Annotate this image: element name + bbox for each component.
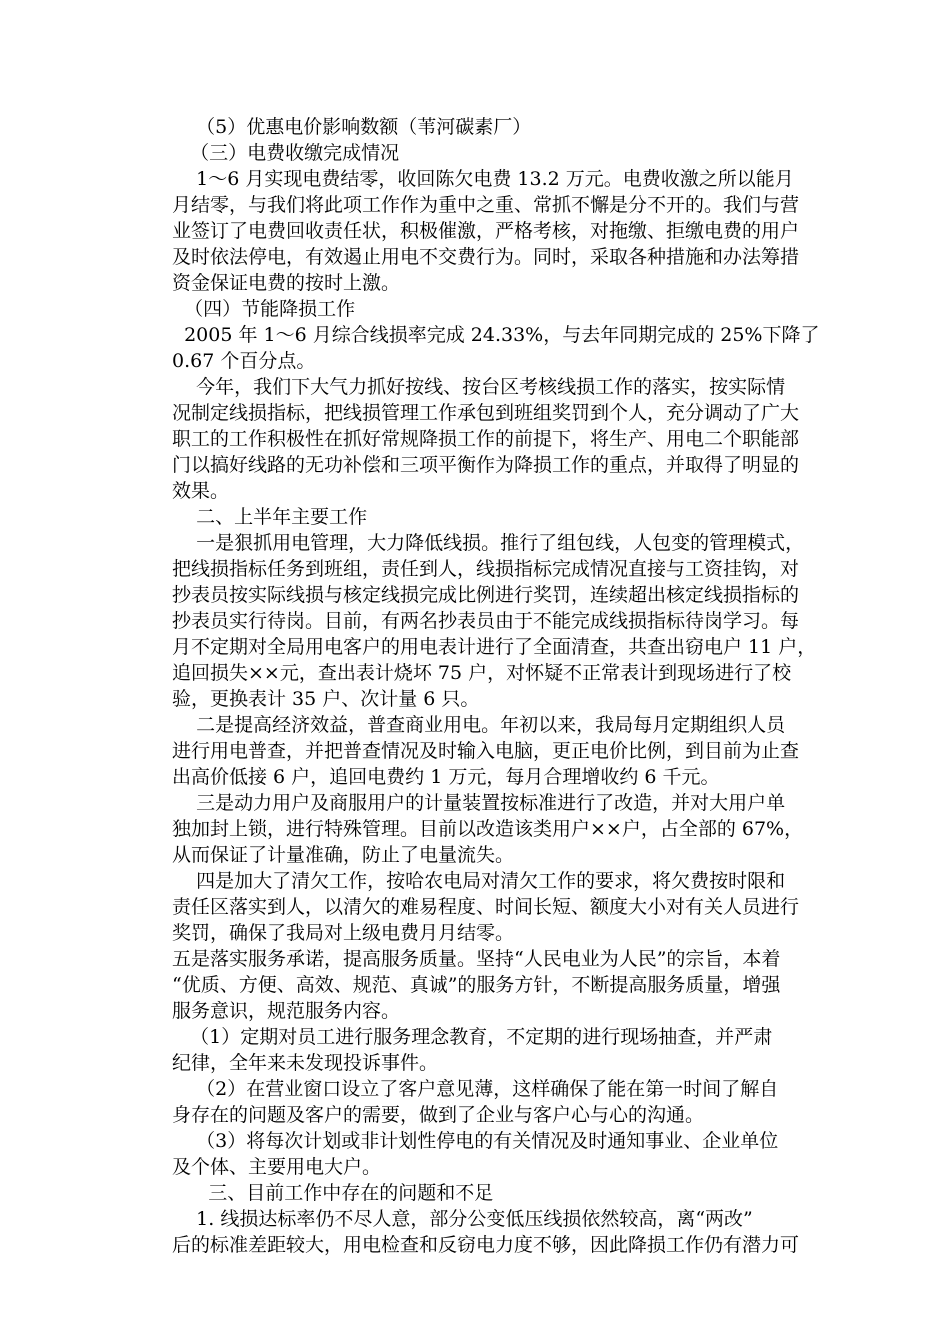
paragraph-line: 及时依法停电，有效遏止用电不交费行为。同时，采取各种措施和办法筹措 [172,246,800,268]
paragraph-line: 四是加大了清欠工作，按哈农电局对清欠工作的要求，将欠费按时限和 [172,870,786,892]
paragraph-line: 1～6 月实现电费结零，收回陈欠电费 13.2 万元。电费收激之所以能月 [172,168,794,190]
section-heading-problems: 三、目前工作中存在的问题和不足 [172,1182,494,1204]
paragraph-line: 二是提高经济效益，普查商业用电。年初以来，我局每月定期组织人员 [172,714,786,736]
paragraph-line: 门以搞好线路的无功补偿和三项平衡作为降损工作的重点，并取得了明显的 [172,454,800,476]
paragraph-line: 追回损失××元，查出表计烧坏 75 户，对怀疑不正常表计到现场进行了校 [172,662,792,684]
paragraph-line: 效果。 [172,480,230,502]
paragraph-line: 月结零，与我们将此项工作作为重中之重、常抓不懈是分不开的。我们与营 [172,194,800,216]
paragraph-line: 把线损指标任务到班组，责任到人，线损指标完成情况直接与工资挂钩，对 [172,558,800,580]
paragraph-line: 验，更换表计 35 户、次计量 6 只。 [172,688,480,710]
paragraph-line: 五是落实服务承诺，提高服务质量。坚持“人民电业为人民”的宗旨，本着 [172,948,781,970]
paragraph-line: 0.67 个百分点。 [172,350,316,372]
paragraph-line: 今年，我们下大气力抓好按线、按台区考核线损工作的落实，按实际情 [172,376,786,398]
paragraph-line: 出高价低接 6 户，追回电费约 1 万元，每月合理增收约 6 千元。 [172,766,720,788]
paragraph-line: 责任区落实到人，以清欠的难易程度、时间长短、额度大小对有关人员进行 [172,896,800,918]
paragraph-line: 月不定期对全局用电客户的用电表计进行了全面清查，共查出窃电户 11 户， [172,636,817,658]
paragraph-line: “优质、方便、高效、规范、真诚”的服务方针，不断提高服务质量，增强 [172,974,781,996]
section-heading-main-work: 二、上半年主要工作 [172,506,368,528]
paragraph-line: 抄表员按实际线损与核定线损完成比例进行奖罚，连续超出核定线损指标的 [172,584,800,606]
paragraph-line: 抄表员实行待岗。目前，有两名抄表员由于不能完成线损指标待岗学习。每 [172,610,800,632]
section-heading-3: （三）电费收缴完成情况 [172,142,400,164]
paragraph-line: 业签订了电费回收责任状，积极催激，严格考核，对拖缴、拒缴电费的用户 [172,220,800,242]
paragraph-line: （1）定期对员工进行服务理念教育，不定期的进行现场抽查，并严肃 [172,1026,773,1048]
paragraph-line: 况制定线损指标，把线损管理工作承包到班组奖罚到个人，充分调动了广大 [172,402,800,424]
paragraph-line: （2）在营业窗口设立了客户意见薄，这样确保了能在第一时间了解自 [172,1078,779,1100]
subheading-discount-impact: （5）优惠电价影响数额（苇河碳素厂） [172,116,532,138]
paragraph-line: （3）将每次计划或非计划性停电的有关情况及时通知事业、企业单位 [172,1130,779,1152]
paragraph-line: 后的标准差距较大，用电检查和反窃电力度不够，因此降损工作仍有潜力可 [172,1234,800,1256]
paragraph-line: 进行用电普查，并把普查情况及时输入电脑，更正电价比例，到目前为止查 [172,740,800,762]
paragraph-line: 身存在的问题及客户的需要，做到了企业与客户心与心的沟通。 [172,1104,705,1126]
paragraph-line: 服务意识，规范服务内容。 [172,1000,401,1022]
paragraph-line: 2005 年 1～6 月综合线损率完成 24.33%，与去年同期完成的 25%下降了 [172,324,820,346]
paragraph-line: 纪律，全年来未发现投诉事件。 [172,1052,439,1074]
paragraph-line: 职工的工作积极性在抓好常规降损工作的前提下，将生产、用电二个职能部 [172,428,800,450]
paragraph-line: 奖罚，确保了我局对上级电费月月结零。 [172,922,515,944]
paragraph-line: 1. 线损达标率仍不尽人意，部分公变低压线损依然较高，离“两改” [172,1208,753,1230]
paragraph-line: 独加封上锁，进行特殊管理。目前以改造该类用户××户，占全部的 67%， [172,818,804,840]
paragraph-line: 及个体、主要用电大户。 [172,1156,382,1178]
paragraph-line: 资金保证电费的按时上激。 [172,272,401,294]
paragraph-line: 从而保证了计量准确，防止了电量流失。 [172,844,515,866]
section-heading-4: （四）节能降损工作 [172,298,356,320]
paragraph-line: 三是动力用户及商服用户的计量装置按标准进行了改造，并对大用户单 [172,792,786,814]
paragraph-line: 一是狠抓用电管理，大力降低线损。推行了组包线，人包变的管理模式， [172,532,805,554]
